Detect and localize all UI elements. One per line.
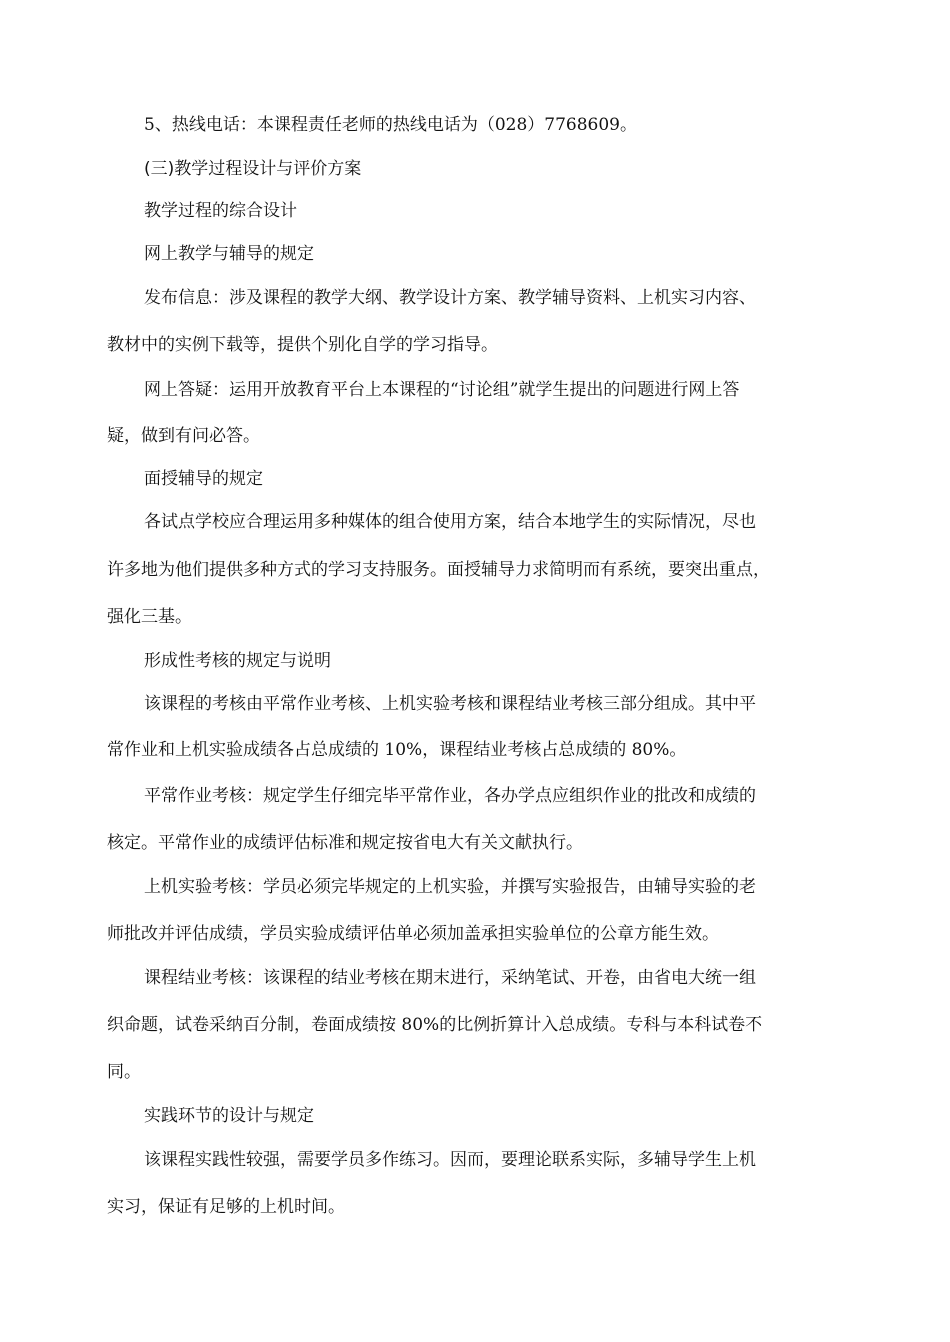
paragraph-practice-line-2: 实习，保证有足够的上机时间。 xyxy=(107,1197,345,1217)
paragraph-homework-line-2: 核定。平常作业的成绩评估标准和规定按省电大有关文献执行。 xyxy=(107,833,583,853)
paragraph-final-exam-line-2: 织命题，试卷采纳百分制，卷面成绩按 80%的比例折算计入总成绩。专科与本科试卷不 xyxy=(107,1015,763,1035)
paragraph-assessment-line-1: 该课程的考核由平常作业考核、上机实验考核和课程结业考核三部分组成。其中平 xyxy=(144,694,756,714)
subheading-online-teaching: 网上教学与辅导的规定 xyxy=(144,244,314,264)
subheading-practice: 实践环节的设计与规定 xyxy=(144,1106,314,1126)
paragraph-assessment-line-2: 常作业和上机实验成绩各占总成绩的 10%，课程结业考核占总成绩的 80%。 xyxy=(107,740,687,760)
paragraph-publish-info-line-1: 发布信息：涉及课程的教学大纲、教学设计方案、教学辅导资料、上机实习内容、 xyxy=(144,288,756,308)
paragraph-schools-line-3: 强化三基。 xyxy=(107,607,192,627)
paragraph-lab-line-1: 上机实验考核：学员必须完毕规定的上机实验，并撰写实验报告，由辅导实验的老 xyxy=(144,877,756,897)
subheading-formative-assessment: 形成性考核的规定与说明 xyxy=(144,651,331,671)
paragraph-practice-line-1: 该课程实践性较强，需要学员多作练习。因而，要理论联系实际，多辅导学生上机 xyxy=(144,1150,756,1170)
subheading-comprehensive-design: 教学过程的综合设计 xyxy=(144,201,297,221)
section-heading: (三)教学过程设计与评价方案 xyxy=(144,159,362,179)
paragraph-final-exam-line-3: 同。 xyxy=(107,1062,141,1082)
paragraph-publish-info-line-2: 教材中的实例下载等，提供个别化自学的学习指导。 xyxy=(107,335,498,355)
paragraph-homework-line-1: 平常作业考核：规定学生仔细完毕平常作业，各办学点应组织作业的批改和成绩的 xyxy=(144,786,756,806)
subheading-face-to-face: 面授辅导的规定 xyxy=(144,469,263,489)
paragraph-final-exam-line-1: 课程结业考核：该课程的结业考核在期末进行，采纳笔试、开卷，由省电大统一组 xyxy=(144,968,756,988)
paragraph-lab-line-2: 师批改并评估成绩，学员实验成绩评估单必须加盖承担实验单位的公章方能生效。 xyxy=(107,924,719,944)
paragraph-schools-line-2: 许多地为他们提供多种方式的学习支持服务。面授辅导力求简明而有系统，要突出重点， xyxy=(107,560,770,580)
hotline-paragraph: 5、热线电话：本课程责任老师的热线电话为（028）7768609。 xyxy=(144,115,637,135)
paragraph-online-qa-line-2: 疑，做到有问必答。 xyxy=(107,426,260,446)
paragraph-schools-line-1: 各试点学校应合理运用多种媒体的组合使用方案，结合本地学生的实际情况，尽也 xyxy=(144,512,756,532)
paragraph-online-qa-line-1: 网上答疑：运用开放教育平台上本课程的“讨论组”就学生提出的问题进行网上答 xyxy=(144,380,740,400)
